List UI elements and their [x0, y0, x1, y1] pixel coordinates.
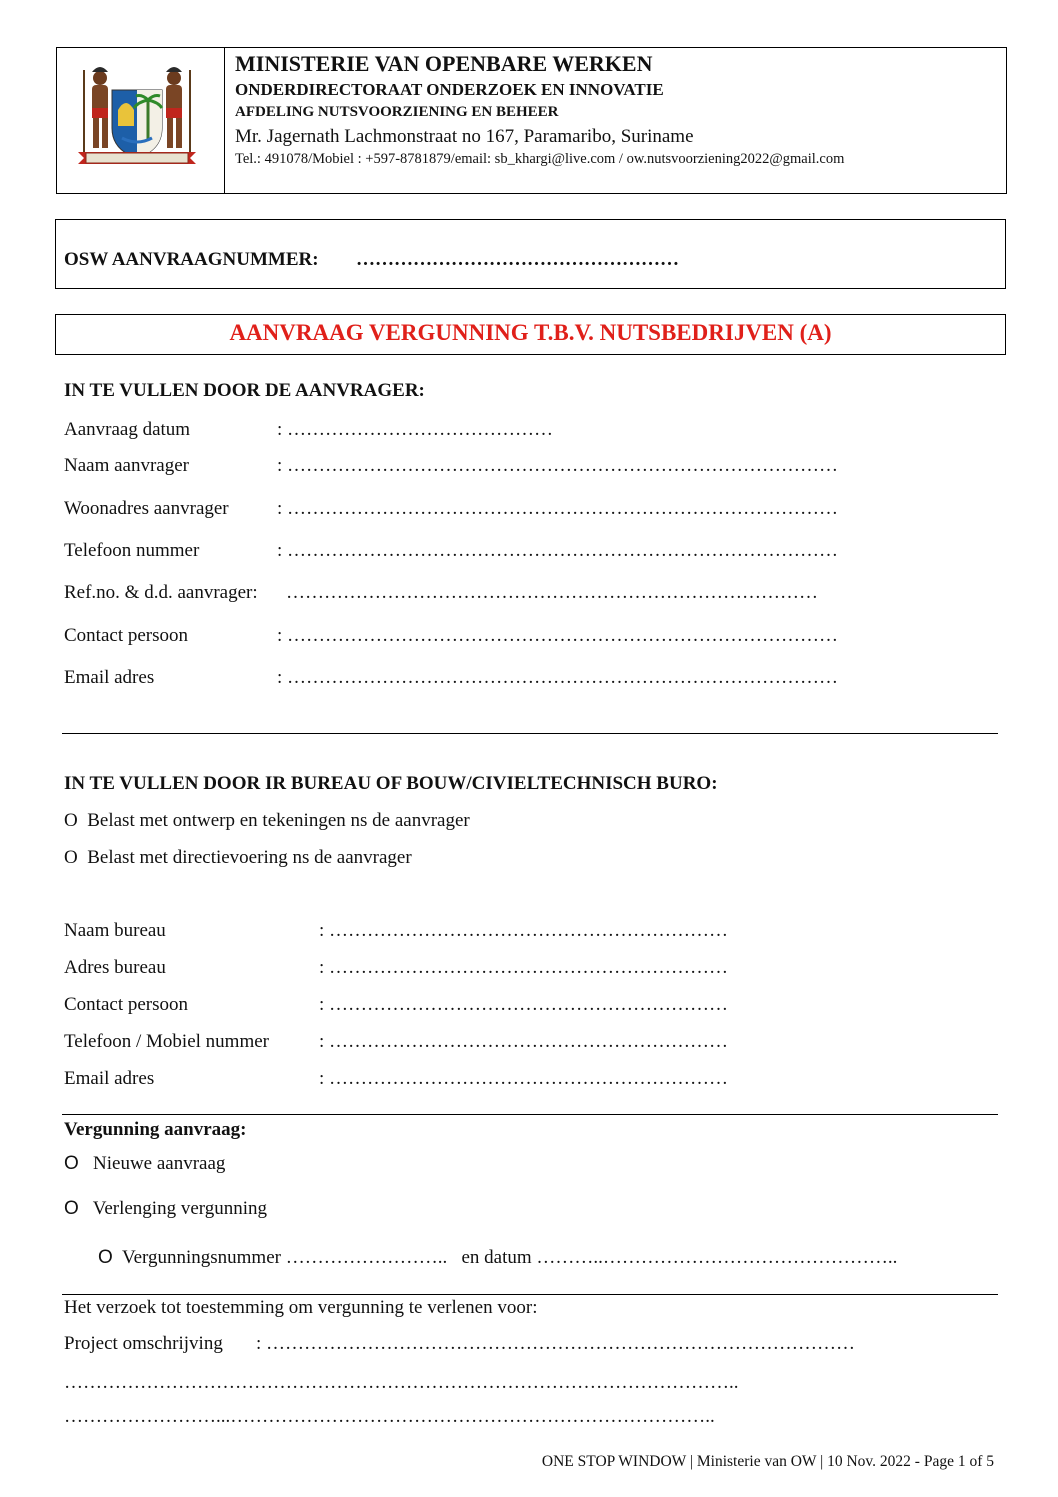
field-label-bureau-telefoon: Telefoon / Mobiel nummer: [64, 1031, 269, 1052]
option-directievoering[interactable]: [64, 847, 412, 869]
directorate-name: ONDERDIRECTORAAT ONDERZOEK EN INNOVATIE: [235, 80, 664, 99]
vergunningsnummer-label: Vergunningsnummer: [121, 1247, 281, 1268]
osw-number-field[interactable]: ……………………………………………: [356, 249, 679, 270]
field-telefoon[interactable]: : ……………………………………………………………………………: [277, 540, 839, 561]
field-label-contact-persoon: Contact persoon: [64, 625, 189, 646]
field-label-woonadres: Woonadres aanvrager: [64, 498, 229, 519]
field-label-adres-bureau: Adres bureau: [64, 957, 166, 978]
request-intro: Het verzoek tot toestemming om vergunning te verlenen voor:: [64, 1297, 538, 1318]
project-field-line3[interactable]: ……………………...…………………………………………………………………..: [64, 1406, 715, 1427]
option-nieuwe-aanvraag[interactable]: [64, 1153, 225, 1175]
radio-circle-icon[interactable]: O: [64, 1198, 79, 1219]
field-label-naam-aanvrager: Naam aanvrager: [64, 455, 190, 476]
option-verlenging-label: Verlenging vergunning: [92, 1198, 268, 1219]
section1-heading: IN TE VULLEN DOOR DE AANVRAGER:: [64, 380, 425, 401]
section3-heading: Vergunning aanvraag:: [64, 1119, 247, 1140]
datum-label: en datum: [461, 1247, 532, 1268]
field-label-telefoon: Telefoon nummer: [64, 540, 200, 561]
department-name: AFDELING NUTSVOORZIENING EN BEHEER: [235, 104, 559, 120]
datum-field[interactable]: ………..………………………………………..: [536, 1247, 898, 1268]
project-field[interactable]: : …………………………………………………………………………………: [256, 1333, 856, 1354]
divider: [62, 1114, 998, 1115]
coat-of-arms-icon: [72, 60, 202, 172]
option-vergunningsnummer[interactable]: [98, 1247, 897, 1269]
field-label-email: Email adres: [64, 667, 155, 688]
field-refno[interactable]: …………………………………………………………………………: [286, 582, 818, 603]
ministry-address: Mr. Jagernath Lachmonstraat no 167, Paramaribo, Suriname: [235, 126, 694, 147]
divider: [62, 1294, 998, 1295]
field-label-refno: Ref.no. & d.d. aanvrager:: [64, 582, 258, 603]
field-bureau-telefoon[interactable]: : ………………………………………………………: [319, 1031, 729, 1052]
radio-circle-icon[interactable]: O: [64, 1153, 79, 1174]
option-verlenging[interactable]: [64, 1198, 267, 1220]
option-ontwerp-label: Belast met ontwerp en tekeningen ns de aanvrager: [87, 810, 470, 831]
field-naam-aanvrager[interactable]: : ……………………………………………………………………………: [277, 455, 839, 476]
option-directievoering-label: Belast met directievoering ns de aanvrager: [87, 847, 412, 868]
field-label-aanvraag-datum: Aanvraag datum: [64, 419, 191, 440]
field-aanvraag-datum[interactable]: : ……………………………………: [277, 419, 554, 440]
letterhead-divider: [224, 47, 225, 194]
project-field-line2[interactable]: ……………………………………………………………………………………………..: [64, 1372, 739, 1393]
field-email[interactable]: : ……………………………………………………………………………: [277, 667, 839, 688]
field-bureau-contact[interactable]: : ………………………………………………………: [319, 994, 729, 1015]
section2-heading: IN TE VULLEN DOOR IR BUREAU OF BOUW/CIVIELTECHNISCH BURO:: [64, 773, 718, 794]
field-label-bureau-email: Email adres: [64, 1068, 155, 1089]
divider: [62, 733, 998, 734]
radio-circle-icon[interactable]: O: [64, 847, 78, 868]
field-label-naam-bureau: Naam bureau: [64, 920, 166, 941]
ministry-contact: Tel.: 491078/Mobiel : +597-8781879/email: sb_khargi@live.com / ow.nutsvoorziening2022@gmail.com: [235, 151, 845, 167]
project-label: Project omschrijving: [64, 1333, 223, 1354]
osw-label: OSW AANVRAAGNUMMER:: [64, 249, 319, 270]
field-woonadres[interactable]: : ……………………………………………………………………………: [277, 498, 839, 519]
ministry-name: MINISTERIE VAN OPENBARE WERKEN: [235, 51, 653, 76]
radio-circle-icon[interactable]: O: [98, 1247, 113, 1268]
field-label-bureau-contact: Contact persoon: [64, 994, 189, 1015]
field-bureau-email[interactable]: : ………………………………………………………: [319, 1068, 729, 1089]
option-ontwerp[interactable]: [64, 810, 470, 832]
option-nieuwe-aanvraag-label: Nieuwe aanvraag: [93, 1153, 226, 1174]
radio-circle-icon[interactable]: O: [64, 810, 78, 831]
page-footer: ONE STOP WINDOW | Ministerie van OW | 10 Nov. 2022 - Page 1 of 5: [541, 1453, 994, 1470]
form-title: AANVRAAG VERGUNNING T.B.V. NUTSBEDRIJVEN (A): [229, 320, 832, 345]
field-contact-persoon[interactable]: : ……………………………………………………………………………: [277, 625, 839, 646]
field-naam-bureau[interactable]: : ………………………………………………………: [319, 920, 729, 941]
field-adres-bureau[interactable]: : ………………………………………………………: [319, 957, 729, 978]
vergunningsnummer-field[interactable]: ……………………..: [285, 1247, 448, 1268]
